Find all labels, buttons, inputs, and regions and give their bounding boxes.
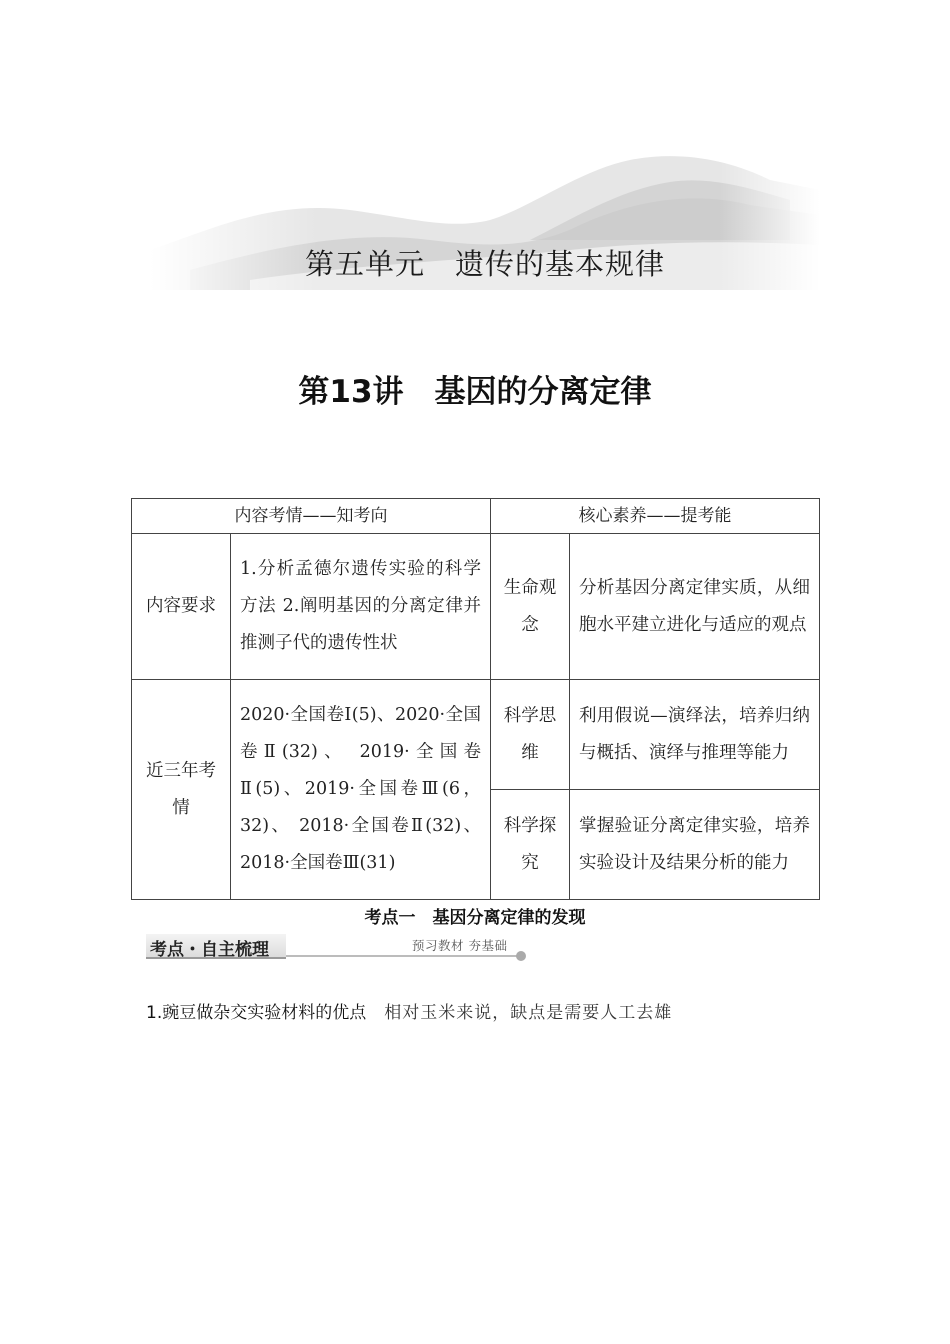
section-bar — [146, 934, 526, 958]
overview-table — [131, 498, 820, 900]
header-content-exam: 内容考情——知考向 — [132, 499, 491, 534]
literacy-text: 掌握验证分离定律实验，培养实验设计及结果分析的能力 — [570, 790, 820, 900]
exam-history-text: 2020·全国卷Ⅰ(5)、2020·全国卷Ⅱ(32)、 2019·全国卷Ⅱ(5)、2019·全国卷Ⅲ(6，32)、 2018·全国卷Ⅱ(32)、2018·全国卷Ⅲ(31) — [231, 680, 491, 900]
table-row — [132, 534, 820, 680]
header-core-literacy: 核心素养——提考能 — [491, 499, 820, 534]
literacy-label: 科学思维 — [491, 680, 570, 790]
table-row — [132, 680, 820, 790]
section-tag — [146, 934, 286, 959]
unit-title: 第五单元 遗传的基本规律 — [304, 247, 665, 281]
row-label-requirements: 内容要求 — [132, 534, 231, 680]
divider — [286, 955, 520, 957]
lecture-title: 第13讲 基因的分离定律 — [298, 374, 652, 410]
paragraph — [146, 998, 672, 1023]
section-title: 考点一 基因分离定律的发现 — [364, 908, 586, 928]
section-hint: 预习教材 夯基础 — [412, 938, 508, 953]
literacy-label: 科学探究 — [491, 790, 570, 900]
row-label-exam-history: 近三年考情 — [132, 680, 231, 900]
paragraph-lead: 1.豌豆做杂交实验材料的优点 — [146, 1003, 367, 1023]
literacy-text: 分析基因分离定律实质，从细胞水平建立进化与适应的观点 — [570, 534, 820, 680]
section-tag-label: 考点・自主梳理 — [150, 940, 269, 960]
requirements-text: 1.分析孟德尔遗传实验的科学方法 2.阐明基因的分离定律并推测子代的遗传性状 — [231, 534, 491, 680]
literacy-text: 利用假说—演绎法，培养归纳与概括、演绎与推理等能力 — [570, 680, 820, 790]
handwritten-note: 相对玉米来说，缺点是需要人工去雄 — [384, 1003, 673, 1023]
literacy-label: 生命观念 — [491, 534, 570, 680]
table-header-row — [132, 499, 820, 534]
dot-icon — [516, 951, 526, 961]
